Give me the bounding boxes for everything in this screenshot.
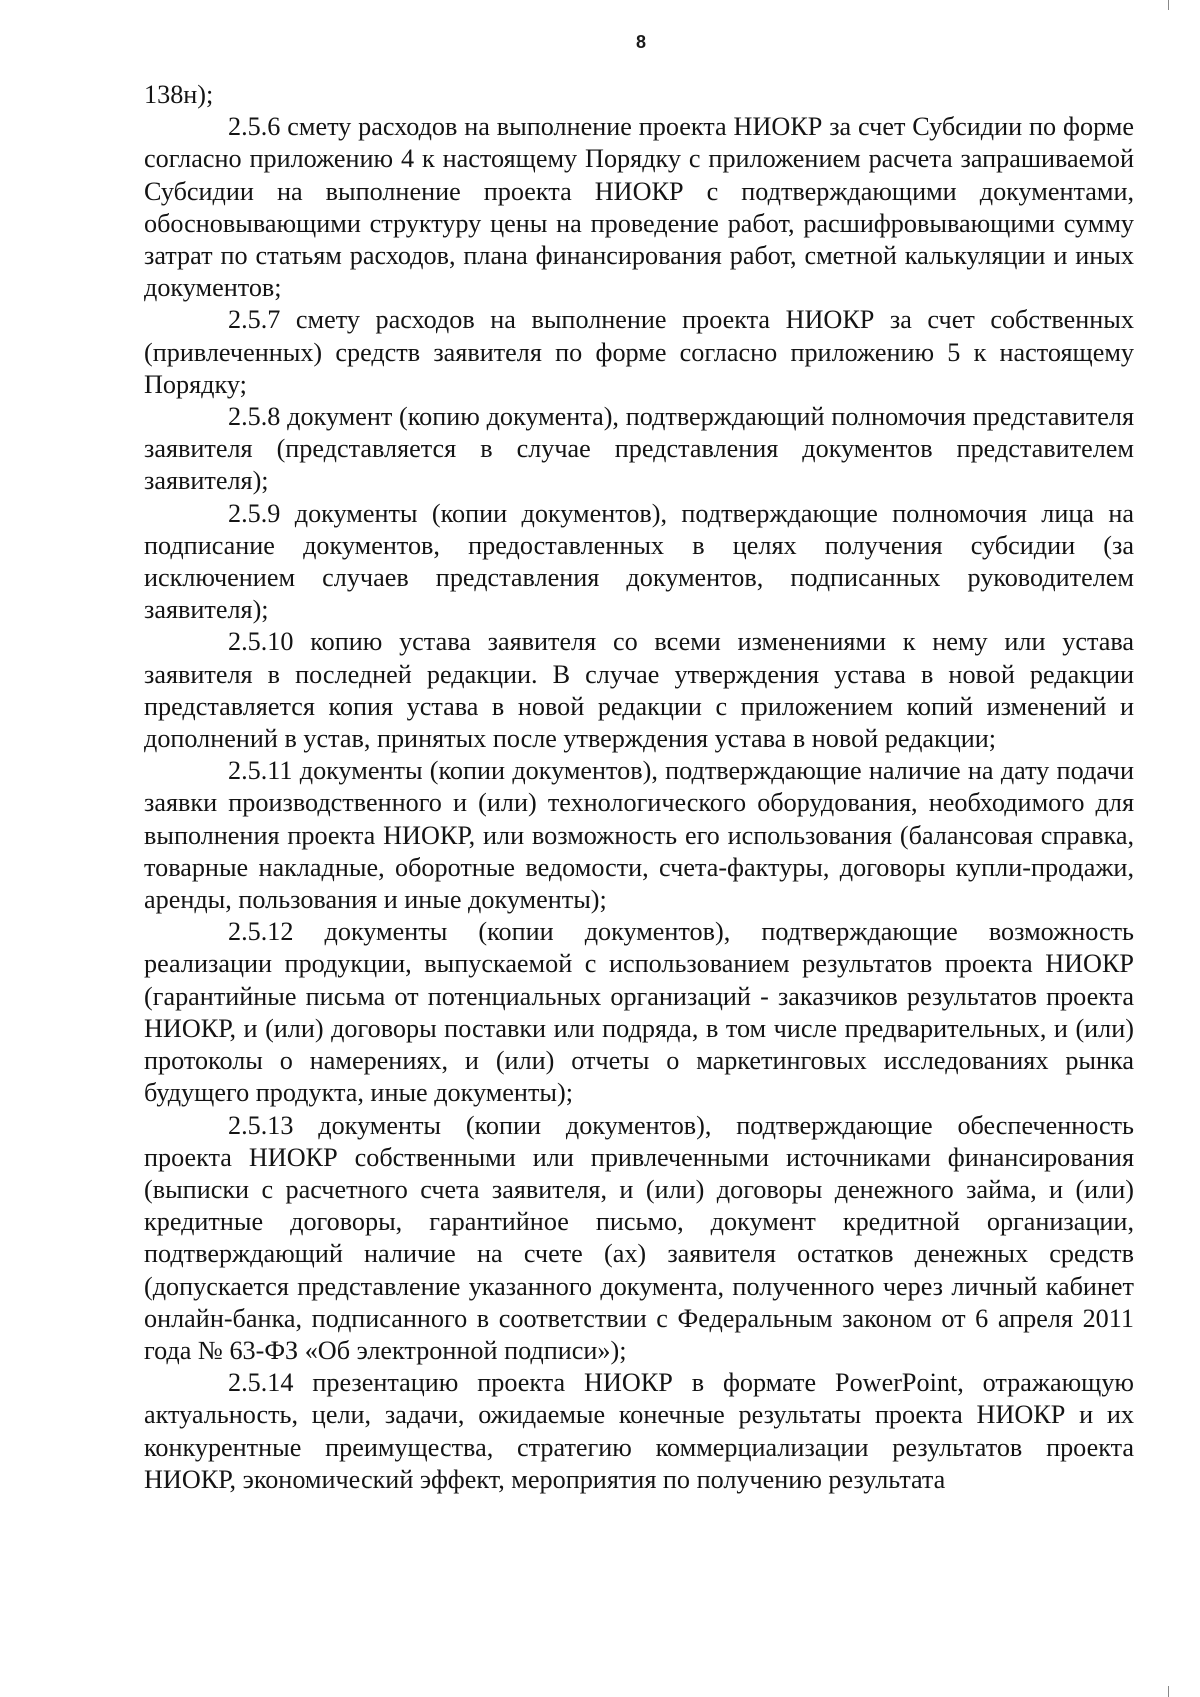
scan-edge-mark-top — [1168, 0, 1169, 10]
paragraph-continuation: 138н); — [144, 80, 214, 109]
document-body — [144, 79, 1134, 1496]
paragraph-2-5-12: 2.5.12 документы (копии документов), подтверждающие возможность реализации продукции, выпускаемой с использованием результатов проекта НИОКР (гарантийные письма от потенциальных организаций - заказчиков результатов проекта НИОКР, и (или) договоры поставки или подряда, в том числе предварительных, и (или) протоколы о намерениях, и (или) отчеты о маркетинговых исследованиях рынка будущего продукта, иные документы); — [144, 917, 1134, 1108]
page-number: 8 — [635, 32, 646, 52]
scan-edge-mark-bottom — [1168, 1686, 1169, 1697]
paragraph-2-5-14: 2.5.14 презентацию проекта НИОКР в формате PowerPoint, отражающую актуальность, цели, задачи, ожидаемые конечные результаты проекта НИОКР и их конкурентные преимущества, стратегию коммерциализации результатов проекта НИОКР, экономический эффект, мероприятия по получению результата — [144, 1368, 1134, 1494]
paragraph-2-5-7: 2.5.7 смету расходов на выполнение проекта НИОКР за счет собственных (привлеченных) средств заявителя по форме согласно приложению 5 к настоящему Порядку; — [144, 305, 1134, 399]
paragraph-2-5-6: 2.5.6 смету расходов на выполнение проекта НИОКР за счет Субсидии по форме согласно приложению 4 к настоящему Порядку с приложением расчета запрашиваемой Субсидии на выполнение проекта НИОКР с подтверждающими документами, обосновывающими структуру цены на проведение работ, расшифровывающими сумму затрат по статьям расходов, плана финансирования работ, сметной калькуляции и иных документов; — [144, 112, 1134, 303]
paragraph-2-5-9: 2.5.9 документы (копии документов), подтверждающие полномочия лица на подписание документов, предоставленных в целях получения субсидии (за исключением случаев представления документов, подписанных руководителем заявителя); — [144, 498, 1134, 625]
paragraph-2-5-10: 2.5.10 копию устава заявителя со всеми изменениями к нему или устава заявителя в последней редакции. В случае утверждения устава в новой редакции представляется копия устава в новой редакции с приложением копий изменений и дополнений в устав, принятых после утверждения устава в новой редакции; — [144, 627, 1134, 754]
paragraph-2-5-13: 2.5.13 документы (копии документов), подтверждающие обеспеченность проекта НИОКР собственными или привлеченными источниками финансирования (выписки с расчетного счета заявителя, и (или) договоры денежного займа, и (или) кредитные договоры, гарантийное письмо, документ кредитной организации, подтверждающий наличие на счете (ах) заявителя остатков денежных средств (допускается представление указанного документа, полученного через личный кабинет онлайн-банка, подписанного в соответствии с Федеральным законом от 6 апреля 2011 года № 63-ФЗ «Об электронной подписи»); — [144, 1110, 1134, 1365]
paragraph-2-5-8: 2.5.8 документ (копию документа), подтверждающий полномочия представителя заявителя (представляется в случае представления документов представителем заявителя); — [144, 402, 1134, 496]
paragraph-2-5-11: 2.5.11 документы (копии документов), подтверждающие наличие на дату подачи заявки производственного и (или) технологического оборудования, необходимого для выполнения проекта НИОКР, или возможность его использования (балансовая справка, товарные накладные, оборотные ведомости, счета-фактуры, договоры купли-продажи, аренды, пользования и иные документы); — [144, 756, 1134, 915]
